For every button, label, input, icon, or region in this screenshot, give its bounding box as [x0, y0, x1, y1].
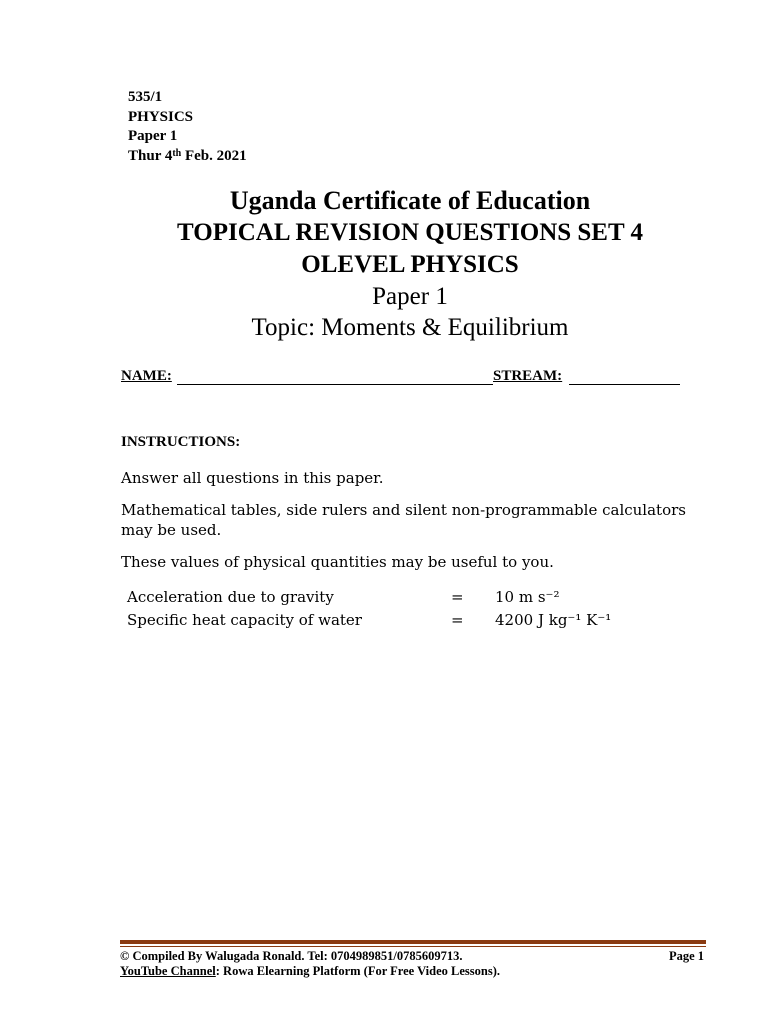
equals-sign: = [451, 588, 464, 606]
title-line-3: OLEVEL PHYSICS [301, 251, 519, 278]
title-line-1: Uganda Certificate of Education [229, 186, 591, 215]
exam-meta [128, 88, 247, 166]
exam-date-prefix: Thur 4 [128, 147, 173, 164]
instruction-3: These values of physical quantities may be useful to you. [121, 553, 554, 571]
title-line-4: Paper 1 [372, 283, 448, 310]
name-field-line[interactable] [177, 384, 493, 385]
instruction-1: Answer all questions in this paper. [121, 469, 384, 487]
exam-date-suffix: Feb. 2021 [181, 147, 247, 164]
instruction-2: Mathematical tables, side rulers and silent non-programmable calculators may be used. [121, 501, 686, 539]
footer-rule [120, 940, 706, 944]
stream-field-line[interactable] [569, 384, 680, 385]
name-label: NAME: [121, 368, 172, 384]
quantity-name: Acceleration due to gravity [127, 588, 334, 606]
stream-label: STREAM: [493, 368, 563, 384]
exam-date [128, 147, 247, 167]
instructions-heading: INSTRUCTIONS: [121, 434, 241, 450]
footer-line-1 [120, 949, 706, 964]
paper-number: Paper 1 [128, 128, 178, 144]
youtube-label[interactable]: YouTube Channel [120, 964, 216, 978]
quantity-row [127, 588, 687, 610]
footer-line-2 [120, 964, 706, 979]
exam-date-ordinal: th [172, 147, 182, 159]
quantity-value: 10 m s⁻² [495, 588, 560, 606]
title-line-2: TOPICAL REVISION QUESTIONS SET 4 [177, 219, 643, 246]
equals-sign: = [451, 611, 464, 629]
quantity-value: 4200 J kg⁻¹ K⁻¹ [495, 611, 612, 629]
paper-code: 535/1 [128, 89, 163, 105]
page-number: Page 1 [668, 949, 704, 963]
youtube-text: : Rowa Elearning Platform (For Free Video Lessons). [215, 964, 500, 978]
footer-rule-thin [120, 946, 706, 947]
topic-title: Topic: Moments & Equilibrium [251, 314, 569, 341]
quantity-row [127, 611, 687, 633]
footer-credit: © Compiled By Walugada Ronald. Tel: 0704989851/0785609713. [120, 949, 463, 963]
subject: PHYSICS [128, 108, 194, 125]
quantity-name: Specific heat capacity of water [127, 611, 362, 629]
student-info-row [121, 368, 681, 388]
